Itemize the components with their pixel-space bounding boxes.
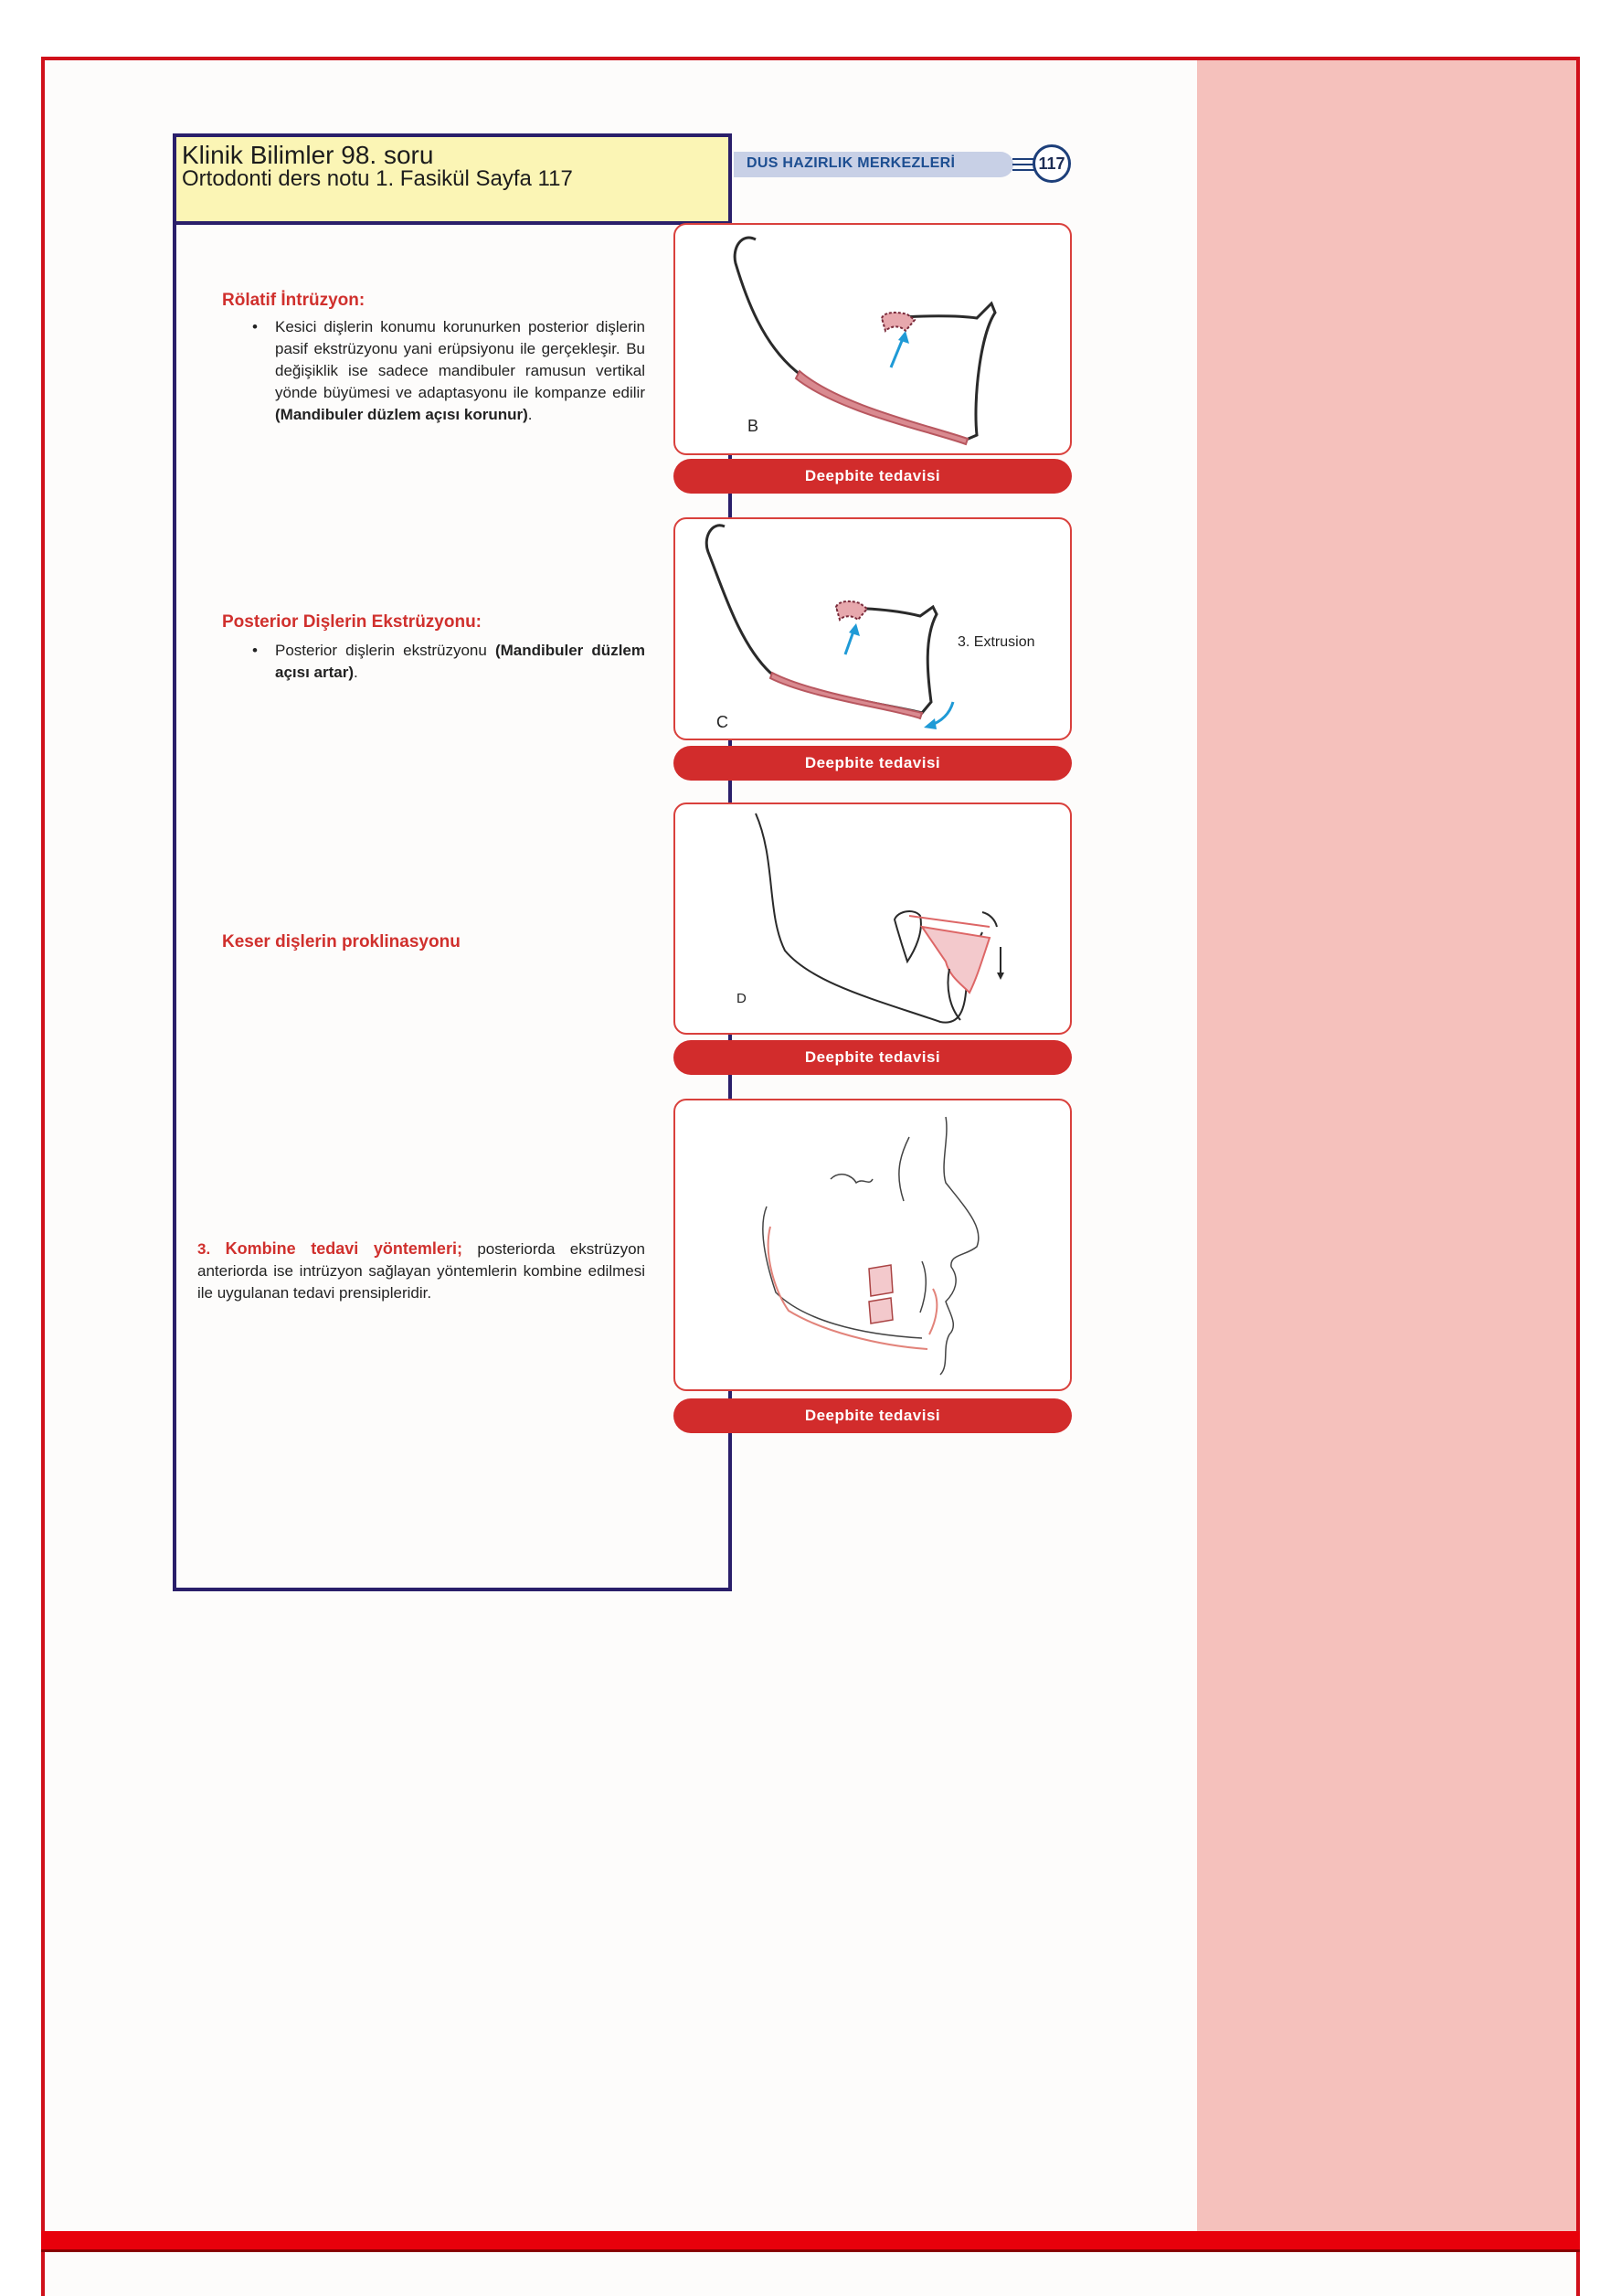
bullet-text: Posterior dişlerin ekstrüzyonu bbox=[275, 642, 487, 659]
bullet-text: Kesici dişlerin konumu korunurken posterior dişlerin pasif ekstrüzyonu yani erüpsiyonu ile gerçekleşir. Bu değişiklik ise sadece mandibuler ramusun vertikal yönde büyümesi ve adaptasyonu ile kompanze edilir bbox=[275, 318, 645, 401]
bullet-relative-intrusion: • Kesici dişlerin konumu korunurken posterior dişlerin pasif ekstrüzyonu yani erüpsiyonu ile gerçekleşir. Bu değişiklik ise sadece mandibuler ramusun vertikal yönde büyümesi ve adaptasyonu ile kompanze edilir (Mandibuler düzlem açısı korunur). bbox=[252, 318, 645, 423]
heading-posterior-extrusion: Posterior Dişlerin Ekstrüzyonu: bbox=[222, 612, 482, 632]
bullet-bold: (Mandibuler düzlem açısı korunur) bbox=[275, 406, 528, 423]
item-keyword: Kombine tedavi yöntemleri; bbox=[225, 1239, 462, 1258]
question-title: Klinik Bilimler 98. soru bbox=[182, 141, 434, 169]
running-header bbox=[734, 152, 1013, 177]
item-number: 3. bbox=[197, 1240, 211, 1258]
figure-label-b: B bbox=[747, 417, 759, 435]
figure-label-c: C bbox=[716, 713, 728, 731]
figure-caption-c: Deepbite tedavisi bbox=[673, 746, 1072, 781]
figure-panel-c bbox=[673, 517, 1072, 740]
paragraph-combined-treatment bbox=[197, 1238, 645, 1304]
bullet-dot: • bbox=[252, 642, 258, 659]
figure-caption-d: Deepbite tedavisi bbox=[673, 1040, 1072, 1075]
figure-panel-b bbox=[673, 223, 1072, 455]
bullet-dot: • bbox=[252, 318, 258, 335]
bottom-dark-line bbox=[41, 2249, 1580, 2252]
mandible-illustration-b bbox=[675, 225, 1074, 457]
heading-relative-intrusion: Rölatif İntrüzyon: bbox=[222, 291, 366, 310]
figure-annotation-c: 3. Extrusion bbox=[958, 634, 1035, 650]
figure-panel-profile bbox=[673, 1099, 1072, 1391]
mandible-illustration-d bbox=[675, 804, 1074, 1036]
face-profile-illustration bbox=[675, 1100, 1074, 1393]
heading-incisor-proclination: Keser dişlerin proklinasyonu bbox=[222, 932, 461, 951]
running-header-text: DUS HAZIRLIK MERKEZLERİ bbox=[747, 155, 956, 171]
bullet-posterior-extrusion: • Posterior dişlerin ekstrüzyonu (Mandibuler düzlem açısı artar). bbox=[252, 642, 645, 681]
question-subtitle: Ortodonti ders notu 1. Fasikül Sayfa 117 bbox=[182, 166, 573, 191]
figure-caption-b: Deepbite tedavisi bbox=[673, 459, 1072, 494]
bottom-red-bar bbox=[41, 2231, 1580, 2249]
right-margin-panel bbox=[1197, 60, 1576, 2234]
figure-caption-profile: Deepbite tedavisi bbox=[673, 1398, 1072, 1433]
mandible-illustration-c bbox=[675, 519, 1074, 742]
bullet-bold: (Mandibuler düzlem açısı artar) bbox=[275, 642, 645, 681]
figure-panel-d bbox=[673, 803, 1072, 1035]
item-text: posteriorda ekstrüzyon anteriorda ise intrüzyon sağlayan yöntemlerin kombine edilmesi ile uygulanan tedavi prensipleridir. bbox=[197, 1240, 645, 1302]
figure-label-d: D bbox=[736, 991, 747, 1006]
page-number: 117 bbox=[1033, 144, 1071, 183]
